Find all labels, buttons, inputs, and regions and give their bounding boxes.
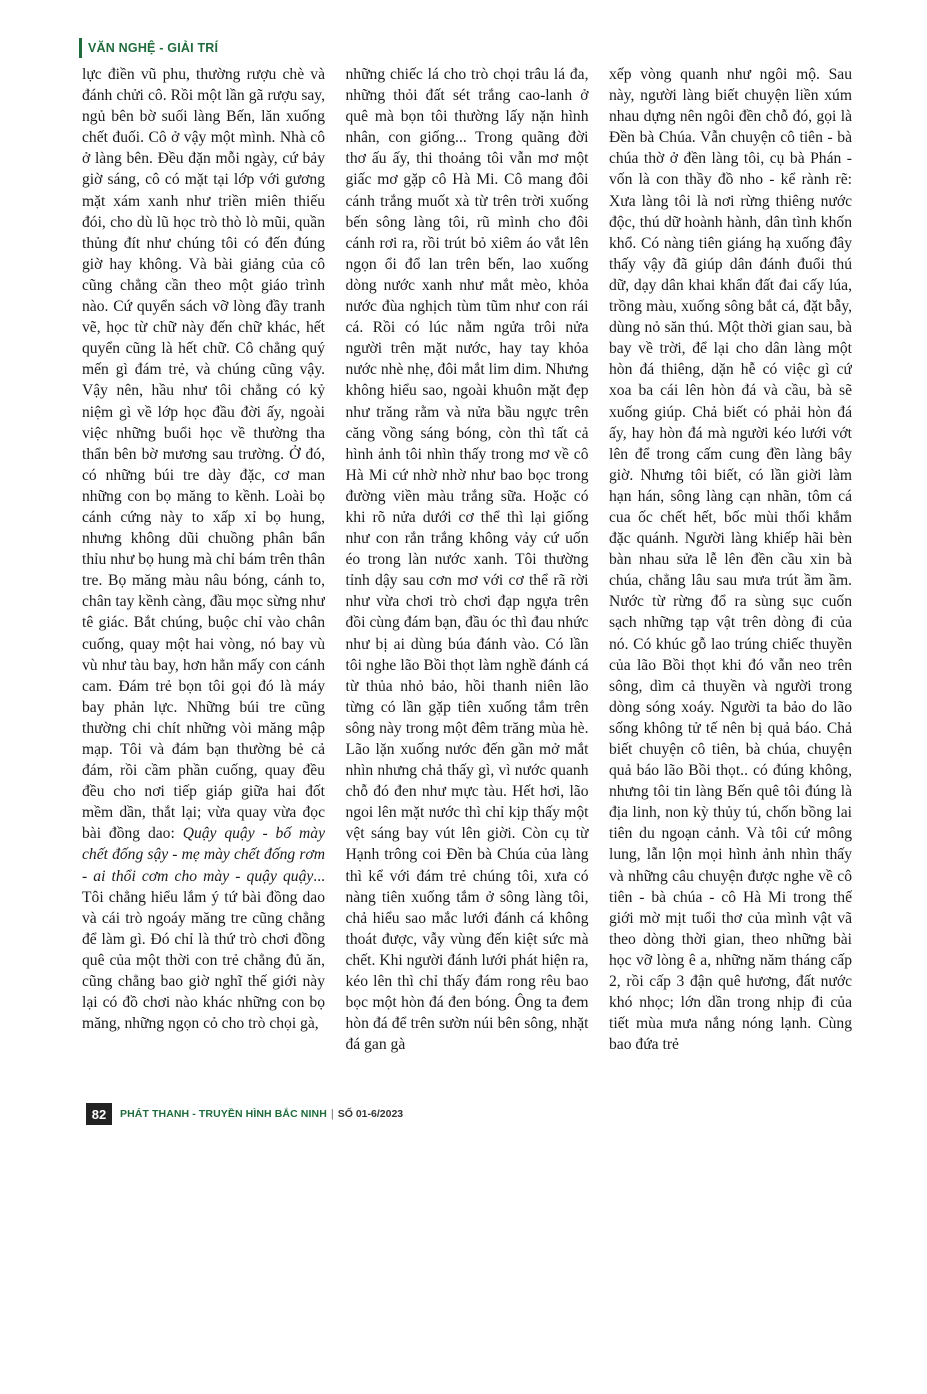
page-number: 82 (86, 1103, 112, 1125)
section-header (79, 37, 218, 59)
article-column-2 (346, 64, 589, 1394)
article-body (82, 64, 852, 1394)
page-footer (86, 1103, 403, 1125)
text-run: lực điền vũ phu, thường rượu chè và đánh chửi cô. Rồi một lần gã rượu say, ngủ bên bờ suối làng Bến, lăn xuống chết đuối. Cô ở vậy một mình. Nhà cô ở làng bên. Đều đặn mỗi ngày, cứ bảy giờ sáng, cô có mặt tại lớp với gương mặt xám xanh như triền miên thiếu đói, cho dù lũ học trò thò lò mũi, quần thủng đít như chúng tôi có đến đúng giờ hay không. Và bài giảng của cô cũng chẳng cần theo một giáo trình nào. Cứ quyển sách vỡ lòng đầy tranh vẽ, học từ chữ này đến chữ khác, hết quyển cũng là hết chữ. Cô chẳng quý mến gì đám trẻ, và chúng cũng vậy. Vậy nên, hầu như tôi chẳng có kỷ niệm gì về lớp học đầu đời ấy, ngoài việc những buổi học về thường tha thẩn bên bờ mương sau trường. Ở đó, có những búi tre dày đặc, cơ man những con bọ măng to kềnh. Loài bọ cánh cứng này to xấp xỉ bọ hung, nhưng không dũi chuồng phân bẩn thỉu như bọ hung mà chỉ bám trên thân tre. Bọ măng màu nâu bóng, cánh to, chân tay kềnh càng, đầu mọc sừng như tê giác. Bắt chúng, buộc chỉ vào chân cuống, quay một hai vòng, nó bay vù vù như tàu bay, hơn hẳn mấy con cánh cam. Đám trẻ bọn tôi gọi đó là máy bay phản lực. Những búi tre cũng thường chi chít những vòi măng mập mạp. Tôi và đám bạn thường bẻ cả đám, rồi cầm phần cuống, quay đều đều cho nơi tiếp giáp giữa hai đốt mềm dần, thắt lại; vừa quay vừa đọc bài đồng dao: (82, 66, 325, 843)
section-accent-bar (79, 38, 82, 58)
paragraph: những chiếc lá cho trò chọi trâu lá đa, những thỏi đất sét trắng cao-lanh ở quê mà bọn tôi thường lấy nặn hình nhân, con giống... Trong quãng đời thơ ấu ấy, thi thoảng tôi vẫn mơ một giấc mơ gặp cô Hà Mi. Cô mang đôi cánh trắng muốt xà từ trên trời xuống bến sông làng tôi, rũ mình cho đôi cánh rơi ra, rồi trút bỏ xiêm áo vắt lên ngọn ổi đổ lan trên bến, lao xuống dòng nước xanh như mắt mèo, khỏa nước đùa nghịch tùm tũm như con rái cá. Rồi có lúc nằm ngửa trôi nửa người trên mặt nước, hay tay khỏa nước nhè nhẹ, đôi mắt lim dim. Nhưng không hiểu sao, ngoài khuôn mặt đẹp như trăng rằm và nửa bầu ngực trên căng vồng sáng bóng, còn thì tất cả hình ảnh tôi nhìn thấy trong mơ về cô Hà Mi cứ nhờ nhờ như bao bọc trong đường viền màu trắng sữa. Hoặc có khi rõ nửa dưới cơ thể thì lại giống như con rắn trắng không vảy cứ uốn éo trong làn nước xanh. Tôi thường tỉnh dậy sau cơn mơ với cơ thể rã rời như vừa chơi trò chơi đạp ngựa trên đồi cùng đám bạn, đầu óc thì đau nhức như bị ai dùng búa đánh vào. Có lần tôi nghe lão Bồi thọt làm nghề đánh cá từ thủa nhỏ bảo, hồi thanh niên lão từng có lần gặp tiên xuống tắm trên sông này trong một đêm trăng mùa hè. Lão lặn xuống nước đến gần mở mắt nhìn nhưng chả thấy gì, vì nước quanh chỗ đó đen như mực tàu. Hết hơi, lão ngoi lên mặt nước thì chỉ kịp thấy một vệt sáng bay vút lên giời. Còn cụ từ Hạnh trông coi Đền bà Chúa của làng thì kể với đám trẻ chúng tôi, xưa có nàng tiên xuống tắm ở sông làng tôi, chả hiểu sao mắc lưới đánh cá không thoát được, vẫy vùng đến kiệt sức mà chết. Khi người đánh lưới phát hiện ra, kéo lên thì chỉ thấy đám rong rêu bao bọc một hòn đá đen bóng. Ông ta đem hòn đá để trên sườn núi bên sông, nhặt đá gan gà (345, 66, 589, 1054)
article-column-3 (609, 64, 852, 1394)
paragraph (82, 64, 325, 1034)
text-run: ... Tôi chẳng hiểu lắm ý tứ bài đồng dao và cái trò ngoáy măng tre cũng chẳng để làm gì. Đó chỉ là thứ trò chơi đồng quê của một thời con trẻ chẳng đủ ăn, cũng chẳng bao giờ nghĩ thế giới này lại có đồ chơi nào khác những con bọ măng, những ngọn cỏ cho trò chọi gà, (82, 867, 325, 1033)
section-title: VĂN NGHỆ - GIẢI TRÍ (88, 41, 219, 55)
folk-verse: Quậy quậy - bố mày chết đống sậy - mẹ mày chết đống rơm - ai thổi cơm cho mày - quậy quậy (82, 825, 325, 885)
issue-number: SỐ 01-6/2023 (337, 1108, 404, 1120)
footer-separator: | (330, 1108, 334, 1120)
article-column-1 (82, 64, 325, 1394)
paragraph: xếp vòng quanh như ngôi mộ. Sau này, người làng biết chuyện liền xúm nhau dựng nên ngôi đền chỗ đó, gọi là Đền bà Chúa. Vẫn chuyện cô tiên - bà chúa thờ ở đền làng tôi, cụ bà Phán - vốn là con thầy đồ nho - kể rành rẽ: Xưa làng tôi là nơi rừng thiêng nước độc, thú dữ hoành hành, dân tình khốn khổ. Có nàng tiên giáng hạ xuống đây thấy vậy đã giúp dân đánh đuổi thú dữ, dạy dân khai khẩn đất đai cấy lúa, trồng màu, xuống sông bắt cá, đặt bẫy, dùng nỏ săn thú. Một thời gian sau, bà bay về trời, để lại cho dân làng một hòn đá thiêng, dặn hễ có việc gì cứ xoa ba cái lên hòn đá và cầu, bà sẽ xuống giúp. Chả biết có phải hòn đá ấy, hay hòn đá mà người kéo lưới vớt lên để trong cấm cung đền làng bây giờ. Nhưng tôi biết, có lần giời làm hạn hán, sông làng cạn nhãn, tôm cá cua ốc chết hết, bốc mùi thối khắm đặc quánh. Người làng khiếp hãi bèn bàn nhau sửa lễ lên đền cầu xin bà chúa, chẳng lâu sau mưa trút ầm ầm. Nước từ rừng đổ ra sùng sục cuốn sạch những tạp vật trên dòng đi của nó. Có khúc gỗ lao trúng chiếc thuyền của lão Bồi thọt khi đó vẫn neo trên sông, dìm cả thuyền và người trong dòng sóng xoáy. Người ta bảo do lão sống không tử tế nên bị quả báo. Chả biết chuyện cô tiên, bà chúa, chuyện quả báo lão Bồi thọt.. có đúng không, nhưng tôi tin làng Bến quê tôi đúng là địa linh, non kỳ thủy tú, chốn bồng lai tiên du ngoạn cảnh. Và tôi cứ mông lung, lẫn lộn mọi hình ảnh nhìn thấy và những câu chuyện được nghe về cô tiên - bà chúa - cô Hà Mi trong thế giới mờ mịt tuổi thơ của mình vật vã theo dòng thời gian, theo những bài học vỡ lòng ê a, những năm tháng cấp 2, rồi cấp 3 đận quê hương, đất nước khó nhọc; lớn dần trong nhịp đi của tiết mùa mưa nắng nóng lạnh. Cùng bao đứa trẻ (609, 66, 852, 1054)
publication-name: PHÁT THANH - TRUYỀN HÌNH BẮC NINH (120, 1108, 327, 1120)
